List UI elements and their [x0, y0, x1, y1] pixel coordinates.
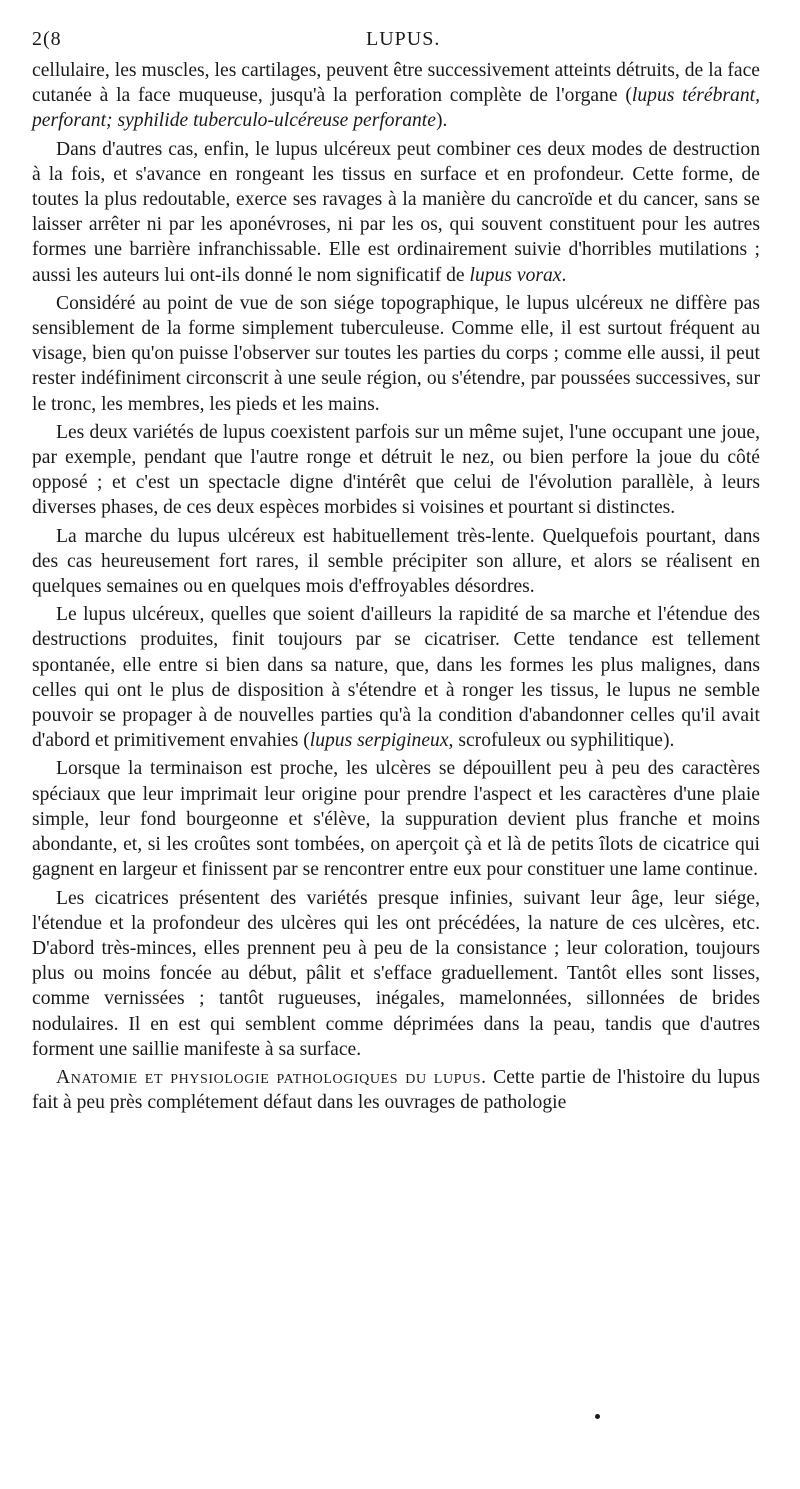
paragraph-1 — [32, 58, 760, 134]
paragraph-8: Les cicatrices présentent des variétés presque infinies, suivant leur âge, leur siége, l'étendue et la profondeur des ulcères qui les ont précédées, la nature de ces ulcères, etc. D'abord très-minces, elles prennent peu à peu de la consistance ; leur coloration, toujours plus ou moins foncée au début, pâlit et s'efface graduellement. Tantôt elles sont lisses, comme vernissées ; tantôt rugueuses, inégales, mamelonnées, sillonnées de brides nodulaires. Il en est qui semblent comme déprimées dans la peau, tandis que d'autres forment une saillie manifeste à sa surface. — [32, 887, 760, 1060]
paragraph-9 — [32, 1065, 760, 1115]
paragraph-1-italic: lupus térébrant, perforant; syphilide tuberculo-ulcéreuse perforante — [32, 85, 760, 132]
paragraph-2-italic: lupus vorax — [469, 264, 562, 286]
section-heading: Anatomie et physiologie pathologiques du lupus. — [56, 1066, 487, 1088]
paragraph-2-text-a: Dans d'autres cas, enfin, le lupus ulcéreux peut combiner ces deux modes de destruction à la fois, et s'avance en rongeant les tissus en surface et en profondeur. Cette forme, de toutes la plus redoutable, exerce ses ravages à la manière du cancroïde et du cancer, sans se laisser arrêter ni par les aponévroses, ni par les os, qui souvent constituent pour les autres formes une barrière infranchissable. Elle est ordinairement suivie d'horribles mutilations ; aussi les auteurs lui ont-ils donné le nom significatif de — [32, 138, 760, 286]
ink-spot — [595, 1414, 600, 1419]
page-header — [32, 28, 760, 58]
paragraph-2-text-b: . — [561, 264, 567, 286]
paragraph-5: La marche du lupus ulcéreux est habituellement très-lente. Quelquefois pourtant, dans des cas heureusement fort rares, il semble précipiter son allure, et alors se réalisent en quelques semaines ou en quelques mois d'effroyables désordres. — [32, 525, 760, 598]
book-page — [32, 28, 760, 1115]
page-number: 2(8 — [32, 28, 62, 50]
paragraph-9-text: Cette partie de l'histoire du lupus fait à peu près complétement défaut dans les ouvrages de pathologie — [32, 1066, 761, 1114]
paragraph-6 — [32, 602, 760, 753]
paragraph-1-text-b: ). — [435, 110, 448, 132]
paragraph-1-text-a: cellulaire, les muscles, les cartilages, peuvent être successivement atteints détruits, de la face cutanée à la face muqueuse, jusqu'à la perforation complète de l'organe ( — [32, 60, 760, 107]
paragraph-3: Considéré au point de vue de son siége topographique, le lupus ulcéreux ne diffère pas sensiblement de la forme simplement tuberculeuse. Comme elle, il est surtout fréquent au visage, bien qu'on puisse l'observer sur toutes les parties du corps ; comme elle aussi, il peut rester indéfiniment circonscrit à une seule région, ou s'étendre, par poussées successives, sur le tronc, les membres, les pieds et les mains. — [32, 292, 760, 415]
running-title: LUPUS. — [366, 28, 441, 50]
body-text — [32, 58, 760, 1115]
paragraph-7: Lorsque la terminaison est proche, les ulcères se dépouillent peu à peu des caractères spéciaux que leur imprimait leur origine pour prendre l'aspect et les caractères d'une plaie simple, leur fond bourgeonne et s'élève, la suppuration devient plus franche et moins abondante, et, si les croûtes sont tombées, on aperçoit çà et là de petits îlots de cicatrice qui gagnent en largeur et finissent par se rencontrer entre eux pour constituer une lame continue. — [32, 758, 760, 881]
paragraph-6-text-b: , scrofuleux ou syphilitique). — [448, 730, 675, 752]
paragraph-6-italic: lupus serpigineux — [309, 730, 449, 752]
paragraph-6-text-a: Le lupus ulcéreux, quelles que soient d'ailleurs la rapidité de sa marche et l'étendue des destructions produites, finit toujours par se cicatriser. Cette tendance est tellement spontanée, elle entre si bien dans sa nature, que, dans les formes les plus malignes, dans celles qui ont le plus de disposition à s'étendre et à ronger les tissus, le lupus ne semble pouvoir se propager à de nouvelles parties qu'à la condition d'abandonner celles qu'il avait d'abord et primitivement envahies ( — [32, 604, 760, 752]
paragraph-4: Les deux variétés de lupus coexistent parfois sur un même sujet, l'une occupant une joue, par exemple, pendant que l'autre ronge et détruit le nez, ou bien perfore la joue du côté opposé ; et c'est un spectacle digne d'intérêt que celui de l'évolution parallèle, à leurs diverses phases, de ces deux espèces morbides si voisines et pourtant si distinctes. — [32, 421, 760, 519]
paragraph-2 — [32, 137, 760, 288]
